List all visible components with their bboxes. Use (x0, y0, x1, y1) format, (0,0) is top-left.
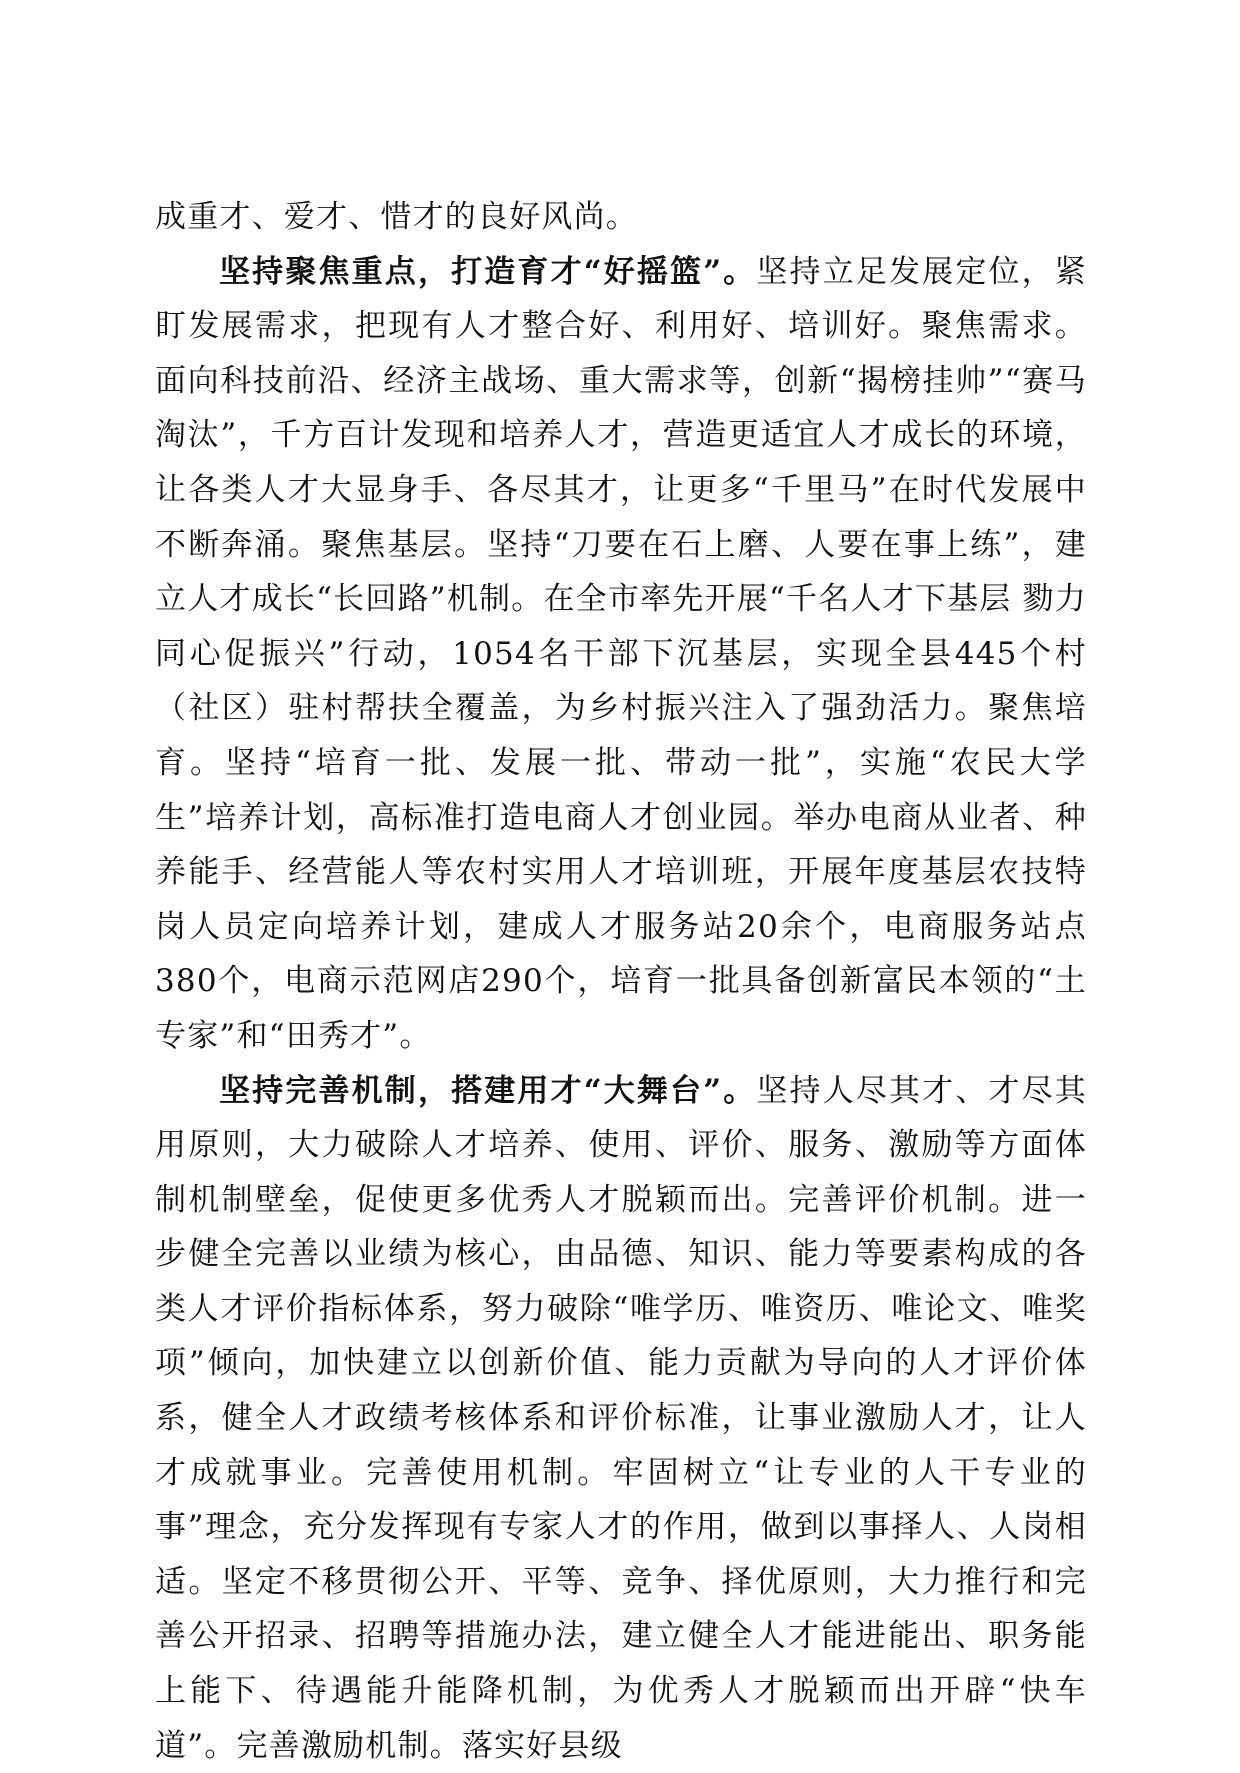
paragraph-3 (155, 1064, 1087, 1773)
paragraph-3-body: 坚持人尽其才、才尽其用原则，大力破除人才培养、使用、评价、服务、激励等方面体制机制壁垒，促使更多优秀人才脱颖而出。完善评价机制。进一步健全完善以业绩为核心，由品德、知识、能力等要素构成的各类人才评价指标体系，努力破除“唯学历、唯资历、唯论文、唯奖项”倾向，加快建立以创新价值、能力贡献为导向的人才评价体系，健全人才政绩考核体系和评价标准，让事业激励人才，让人才成就事业。完善使用机制。牢固树立“让专业的人干专业的事”理念，充分发挥现有专家人才的作用，做到以事择人、人岗相适。坚定不移贯彻公开、平等、竞争、择优原则，大力推行和完善公开招录、招聘等措施办法，建立健全人才能进能出、职务能上能下、待遇能升能降机制，为优秀人才脱颖而出开辟“快车道”。完善激励机制。落实好县级 (155, 1073, 1087, 1764)
paragraph-1-body: 成重才、爱才、惜才的良好风尚。 (155, 199, 638, 235)
paragraph-2-heading: 坚持聚焦重点，打造育才“好摇篮”。 (219, 254, 756, 290)
paragraph-1 (155, 190, 1087, 245)
paragraph-2 (155, 245, 1087, 1064)
paragraph-3-heading: 坚持完善机制，搭建用才“大舞台”。 (219, 1073, 756, 1109)
paragraph-2-body: 坚持立足发展定位，紧盯发展需求，把现有人才整合好、利用好、培训好。聚焦需求。面向科技前沿、经济主战场、重大需求等，创新“揭榜挂帅”“赛马淘汰”，千方百计发现和培养人才，营造更适宜人才成长的环境，让各类人才大显身手、各尽其才，让更多“千里马”在时代发展中不断奔涌。聚焦基层。坚持“刀要在石上磨、人要在事上练”，建立人才成长“长回路”机制。在全市率先开展“千名人才下基层 勠力同心促振兴”行动，1054名干部下沉基层，实现全县445个村（社区）驻村帮扶全覆盖，为乡村振兴注入了强劲活力。聚焦培育。坚持“培育一批、发展一批、带动一批”，实施“农民大学生”培养计划，高标准打造电商人才创业园。举办电商从业者、种养能手、经营能人等农村实用人才培训班，开展年度基层农技特岗人员定向培养计划，建成人才服务站20余个，电商服务站点380个，电商示范网店290个，培育一批具备创新富民本领的“土专家”和“田秀才”。 (155, 254, 1087, 1054)
document-body (155, 190, 1087, 1773)
